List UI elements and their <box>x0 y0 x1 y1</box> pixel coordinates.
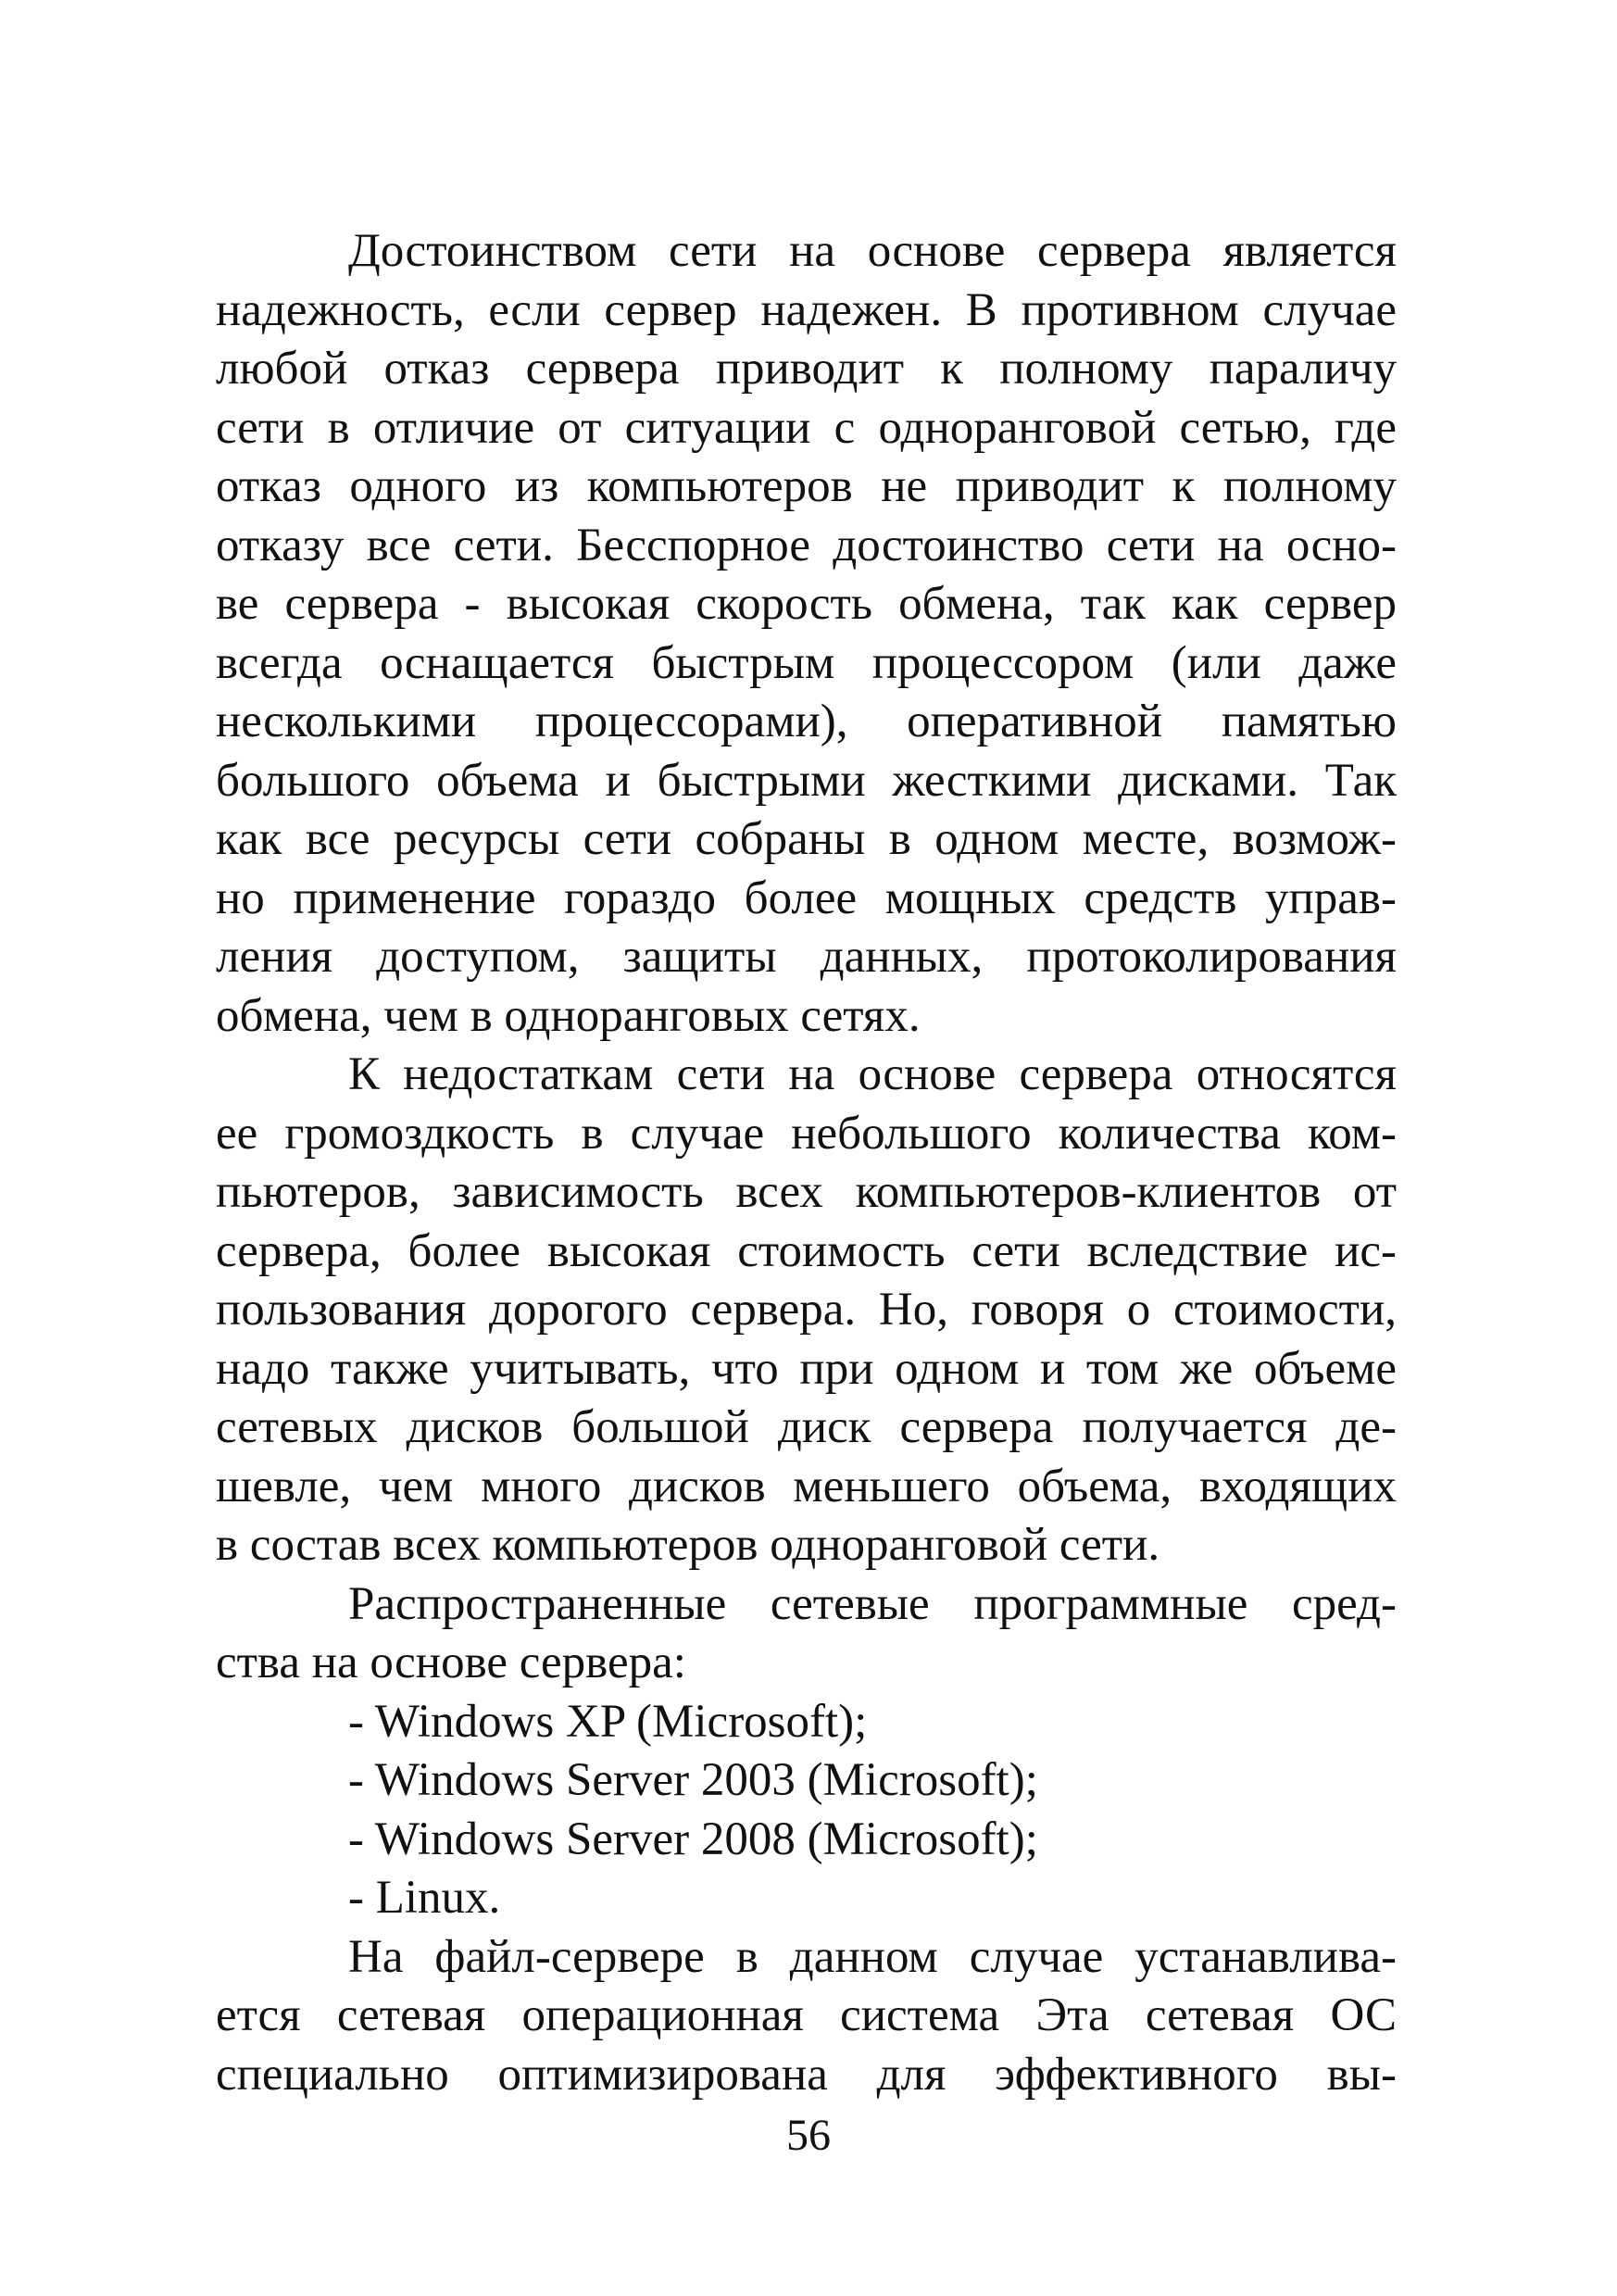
list-item: - Windows Server 2003 (Microsoft); <box>348 1754 1038 1806</box>
text-line: большого объема и быстрыми жесткими дисками. Так <box>216 754 1397 807</box>
text-line: К недостаткам сети на основе сервера относятся <box>348 1048 1397 1100</box>
text-line: любой отказ сервера приводит к полному параличу <box>216 343 1397 395</box>
list-item: - Linux. <box>348 1872 501 1924</box>
text-line: надежность, если сервер надежен. В противном случае <box>216 283 1397 336</box>
text-line: Достоинством сети на основе сервера является <box>348 225 1397 277</box>
text-line: Распространенные сетевые программные сред- <box>348 1577 1397 1630</box>
paragraph-file-server <box>216 1928 1397 2105</box>
text-line: как все ресурсы сети собраны в одном месте, возмож- <box>216 813 1397 865</box>
text-line: ства на основе сервера: <box>216 1637 686 1688</box>
text-line: пользования дорогого сервера. Но, говоря о стоимости, <box>216 1284 1397 1336</box>
text-line: сети в отличие от ситуации с одноранговой сетью, где <box>216 401 1397 454</box>
text-line: пьютеров, зависимость всех компьютеров-клиентов от <box>216 1166 1397 1218</box>
text-line: ется сетевая операционная система Эта сетевая ОС <box>216 1989 1397 2041</box>
text-line: специально оптимизирована для эффективного вы- <box>216 2048 1397 2101</box>
text-line: отказ одного из компьютеров не приводит к полному <box>216 460 1397 512</box>
text-line: сетевых дисков большой диск сервера получается де- <box>216 1401 1397 1453</box>
text-line: но применение гораздо более мощных средств управ- <box>216 872 1397 924</box>
text-line: отказу все сети. Бесспорное достоинство сети на осно- <box>216 519 1397 571</box>
text-line: ления доступом, защиты данных, протоколирования <box>216 931 1397 983</box>
paragraph-server-disadvantages <box>216 1046 1397 1575</box>
text-line: На файл-сервере в данном случае устанавлива- <box>348 1930 1397 1983</box>
text-line: обмена, чем в одноранговых сетях. <box>216 989 921 1042</box>
text-line: ее громоздкость в случае небольшого количества ком- <box>216 1107 1397 1160</box>
text-line: всегда оснащается быстрым процессором (или даже <box>216 636 1397 689</box>
paragraph-software-intro <box>216 1575 1397 1693</box>
text-line: несколькими процессорами), оперативной памятью <box>216 696 1397 747</box>
text-line: сервера, более высокая стоимость сети вследствие ис- <box>216 1224 1397 1277</box>
page-number: 56 <box>786 2111 831 2160</box>
list-item: - Windows Server 2008 (Microsoft); <box>348 1813 1038 1865</box>
body-text <box>216 222 1397 2104</box>
text-line: ве сервера - высокая скорость обмена, так как сервер <box>216 578 1397 630</box>
text-line: шевле, чем много дисков меньшего объема, входящих <box>216 1460 1397 1512</box>
text-line: надо также учитывать, что при одном и том же объеме <box>216 1342 1397 1395</box>
software-list <box>216 1693 1397 1928</box>
text-line: в состав всех компьютеров одноранговой сети. <box>216 1519 1160 1571</box>
paragraph-server-advantages <box>216 222 1397 1046</box>
list-item: - Windows XP (Microsoft); <box>348 1695 868 1748</box>
